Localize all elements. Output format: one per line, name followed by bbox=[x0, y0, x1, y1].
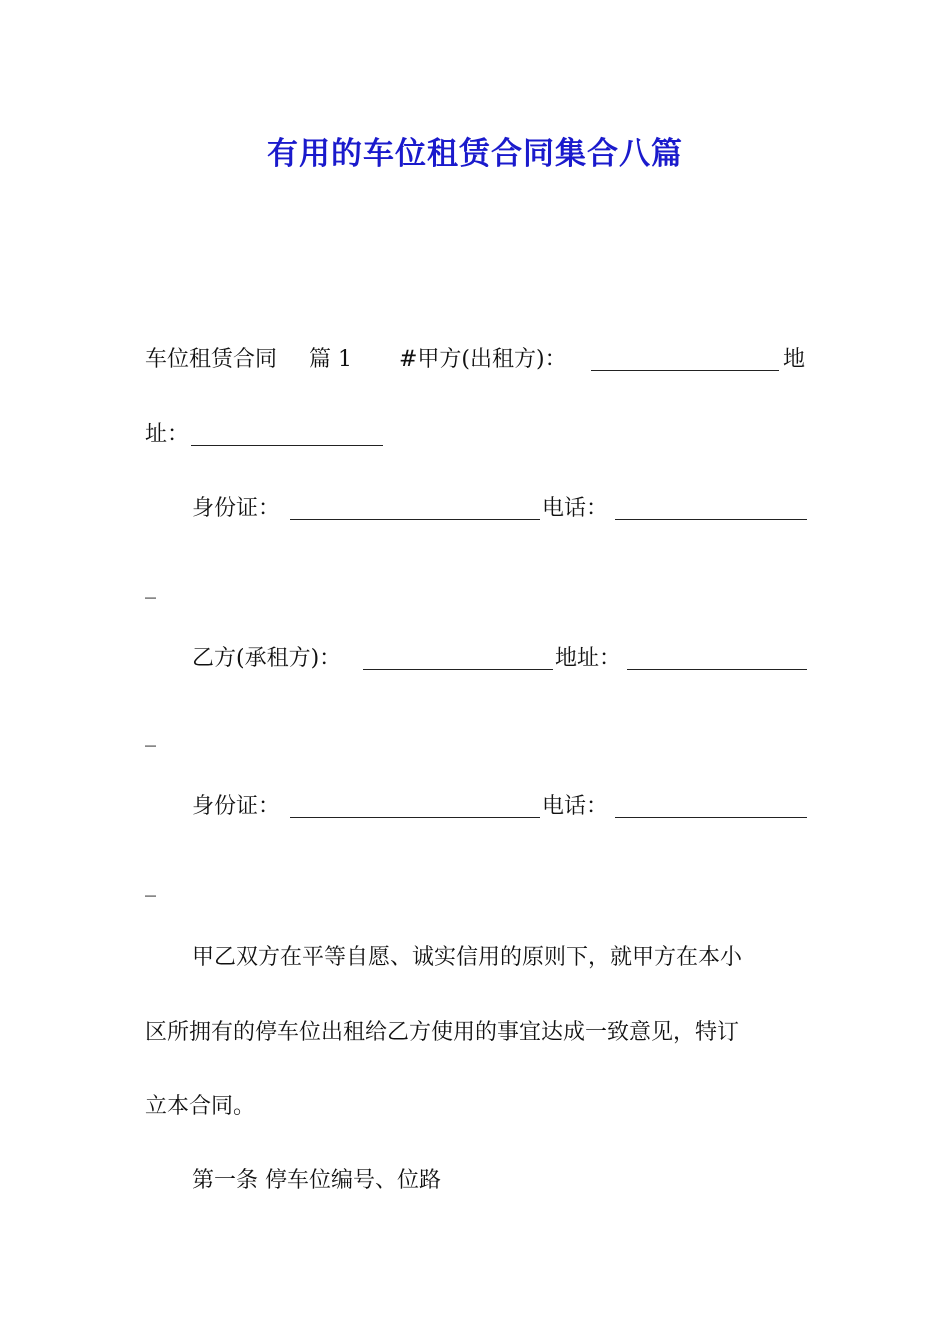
contract-name: 车位租赁合同 bbox=[145, 347, 278, 372]
header-line bbox=[145, 345, 807, 375]
lessee-phone-label: 电话： bbox=[542, 794, 609, 819]
lessee-address-blank bbox=[627, 669, 807, 670]
lessee-name-blank bbox=[363, 669, 553, 670]
lessee-id-label: 身份证： bbox=[192, 794, 281, 819]
lessee-wrap-line bbox=[145, 720, 807, 750]
lessee-phone-blank bbox=[615, 817, 807, 818]
wrap-underscore: _ bbox=[145, 872, 156, 897]
lessee-id-blank bbox=[290, 817, 540, 818]
wrap-underscore: _ bbox=[145, 574, 156, 599]
lessor-address-blank bbox=[191, 445, 383, 446]
lessee-line bbox=[145, 644, 807, 674]
lessee-label: 乙方(承租方)： bbox=[192, 646, 342, 671]
lessor-id-line bbox=[145, 494, 807, 524]
lessee-id-line bbox=[145, 792, 807, 822]
lessor-id-blank bbox=[290, 519, 540, 520]
lessor-wrap-line bbox=[145, 572, 807, 602]
wrap-underscore: _ bbox=[145, 722, 156, 747]
body-line-3: 立本合同。 bbox=[145, 1094, 256, 1119]
lessor-address-line bbox=[145, 420, 807, 450]
lessor-phone-blank bbox=[615, 519, 807, 520]
article-1-heading: 第一条 停车位编号、位路 bbox=[192, 1168, 441, 1193]
body-line-1: 甲乙双方在平等自愿、诚实信用的原则下，就甲方在本小 bbox=[192, 945, 743, 970]
document-title: 有用的车位租赁合同集合八篇 bbox=[267, 136, 683, 172]
body-line-2: 区所拥有的停车位出租给乙方使用的事宜达成一致意见，特订 bbox=[145, 1020, 740, 1045]
chapter-label: 篇 1 bbox=[309, 347, 352, 372]
lessor-label: #甲方(出租方)： bbox=[399, 347, 567, 372]
lessor-name-blank bbox=[591, 370, 779, 371]
lessee-wrap-line-2 bbox=[145, 870, 807, 900]
lessee-address-label: 地址： bbox=[555, 646, 622, 671]
address-label-start: 地 bbox=[783, 347, 806, 372]
address-label-end: 址： bbox=[145, 422, 190, 447]
lessor-id-label: 身份证： bbox=[192, 496, 281, 521]
lessor-phone-label: 电话： bbox=[542, 496, 609, 521]
